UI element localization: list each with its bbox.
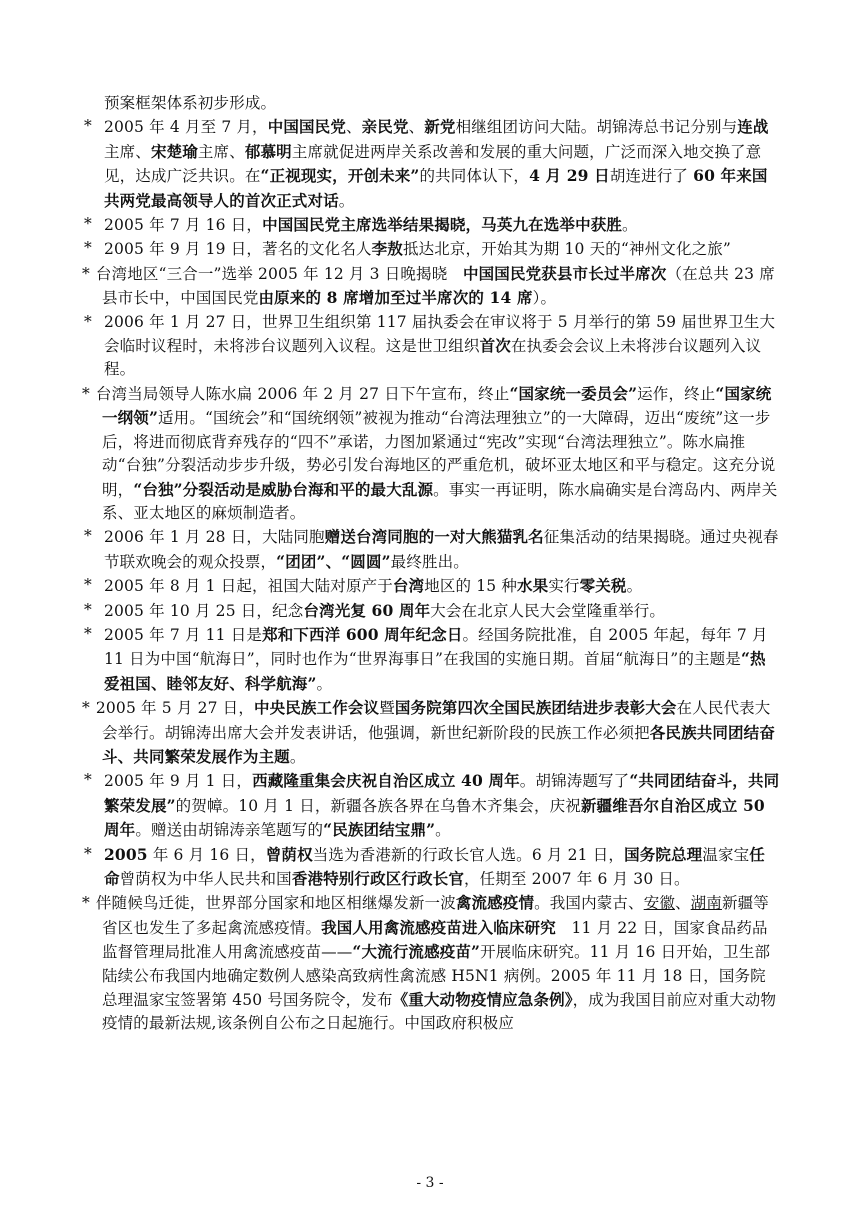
text-run: 。: [626, 577, 643, 596]
bold-text: 4 月 29 日: [529, 166, 610, 186]
text-run: 。: [338, 191, 355, 210]
paragraph: [82, 769, 780, 842]
bold-text: 中国国民党获县市长过半席次: [463, 263, 667, 283]
bold-text: 各民族共同团结奋斗、共同繁荣发展作为主题: [102, 722, 775, 766]
text-run: ，成为我国目前应对重大动物疫情的最新法规,该条例自公布之日起施行。中国政府积极应: [102, 991, 777, 1033]
bold-text: 我国人用禽流感疫苗进入临床研究: [321, 917, 556, 937]
text-run: 温家宝: [702, 845, 750, 864]
text-run: 伴随候鸟迁徙，世界部分国家和地区相继爆发新一波: [95, 894, 456, 913]
text-run: 主席、: [104, 142, 151, 161]
bold-text: 《重大动物疫情应急条例》: [392, 990, 573, 1010]
bold-text: 李敖: [371, 239, 403, 259]
text-run: 相继组团访问大陆。胡锦涛总书记分别与: [455, 118, 738, 137]
bold-text: 中国国民党: [267, 117, 346, 137]
bullet-marker: *: [84, 576, 92, 595]
paragraph: [82, 891, 780, 1035]
bullet-marker: *: [82, 384, 90, 403]
bold-text: “热爱祖国、睦邻友好、科学航海”: [104, 649, 766, 693]
text-run: 预案框架体系初步形成。: [104, 94, 277, 112]
text-run: 大会在北京人民大会堂隆重举行。: [430, 601, 666, 620]
paragraph: [82, 92, 780, 115]
paragraph: [82, 237, 780, 261]
bold-text: 60 年来国共两党最高领导人的首次正式对话: [104, 166, 768, 210]
document-body: [82, 92, 780, 1036]
bold-text: “台独”分裂活动是威胁台海和平的最大乱源: [133, 479, 434, 499]
bold-text: 零关税: [579, 576, 627, 596]
text-run: 湖南: [690, 894, 722, 913]
text-run: 2005 年 7 月 11 日是: [104, 625, 263, 644]
bold-text: 新党: [424, 117, 456, 137]
text-run: 开展临床研究。11 月 16 日开始，卫生部陆续公布我国内地确定数例人感染高致病性禽流感 H5N1 病例。2005 年 11 月 18 日，国务院总理温家宝签署第 450 号国务院令，发布: [102, 943, 771, 1010]
bold-text: 郁慕明: [244, 141, 292, 161]
text-run: ，任期至 2007 年 6 月 30 日。: [463, 870, 690, 888]
text-run: 。: [289, 747, 306, 766]
bold-text: 中国国民党主席选举结果揭晓，马英九在选举中获胜: [262, 215, 623, 235]
text-run: 、: [675, 894, 691, 913]
text-run: 2005 年 9 月 1 日，: [104, 772, 253, 791]
text-run: 的贺幛。10 月 1 日，新疆各族各界在乌鲁木齐集会，庆祝: [175, 796, 581, 815]
bold-text: “民族团结宝鼎”: [323, 820, 436, 840]
text-run: 台湾当局领导人陈水扁 2006 年 2 月 27 日下午宣布，终止: [95, 384, 510, 403]
bold-text: 2005: [104, 844, 148, 864]
text-run: 暨: [379, 699, 395, 718]
bullet-marker: *: [84, 844, 92, 863]
text-run: 当选为香港新的行政长官人选。6 月 21 日，: [312, 845, 625, 864]
bold-text: 由原来的 8 席增加至过半席次的 14 席: [258, 288, 533, 308]
bold-text: “正视现实，开创未来”: [260, 166, 420, 186]
text-run: 2006 年 1 月 28 日，大陆同胞: [104, 528, 325, 547]
paragraph: [82, 574, 780, 598]
text-run: 在人民代表大会举行。胡锦涛出席大会并发表讲话，他强调，新世纪新阶段的民族工作必须把: [102, 699, 771, 742]
text-run: 2005 年 5 月 27 日，: [95, 699, 254, 718]
bold-text: 曾荫权: [265, 844, 313, 864]
bullet-marker: *: [84, 624, 92, 643]
bold-text: 新疆维吾尔自治区成立 50 周年: [104, 795, 765, 840]
bold-text: “国家统一纲领”: [102, 383, 772, 428]
text-run: 、: [408, 118, 425, 137]
bold-text: 中央民族工作会议: [253, 698, 380, 718]
text-run: 2005 年 7 月 16 日，: [104, 216, 263, 235]
paragraph: [82, 599, 780, 623]
paragraph: [82, 382, 780, 525]
bold-text: 连战: [737, 117, 769, 137]
text-run: 抵达北京，开始其为期 10 天的“神州文化之旅”: [402, 240, 731, 259]
text-run: 。我国内蒙古、: [534, 894, 644, 913]
text-run: 安徽: [643, 894, 675, 913]
text-run: 11 月 22 日，国家食品药品监督管理局批准人用禽流感疫苗——: [102, 918, 768, 962]
text-run: 最终胜出。: [390, 552, 469, 571]
text-run: 。胡锦涛题写了: [519, 772, 630, 791]
bullet-marker: *: [84, 215, 92, 234]
bullet-marker: *: [82, 264, 90, 283]
paragraph: [82, 525, 780, 574]
text-run: 台湾地区“三合一”选举 2005 年 12 月 3 日晚揭晓: [95, 264, 463, 283]
text-run: 。赠送由胡锦涛亲笔题写的: [135, 821, 324, 840]
text-run: 曾荫权为中华人民共和国: [119, 870, 292, 888]
paragraph: [82, 696, 780, 769]
paragraph: [82, 843, 780, 892]
bold-text: 台湾光复 60 周年: [303, 600, 431, 620]
bullet-marker: *: [82, 894, 90, 913]
text-run: （在总共 23 席县市长中，中国国民党: [102, 264, 775, 308]
paragraph: [82, 623, 780, 696]
bold-text: 宋楚瑜: [150, 141, 198, 161]
bold-text: “共同团结奋斗，共同繁荣发展”: [104, 771, 780, 815]
bold-text: 西藏隆重集会庆祝自治区成立 40 周年: [252, 771, 520, 791]
text-run: 新疆等省区也发生了多起禽流感疫情。: [102, 894, 769, 937]
bullet-marker: *: [84, 312, 92, 331]
bold-text: 水果: [517, 576, 549, 596]
text-run: 适用。“国统会”和“国统纲领”被视为推动“台湾法理独立”的一大障碍，迈出“废统”这一步后，将进而彻底背弃残存的“四不”承诺，力图加紧通过“宪改”实现“台湾法理独立”。陈水扁推动“台独”分裂活动步步升级，势必引发台海地区的严重危机，破坏亚太地区和平与稳定。这充分说明，: [102, 409, 776, 499]
text-run: 。事实一再证明，陈水扁确实是台湾岛内、两岸关系、亚太地区的麻烦制造者。: [102, 480, 778, 522]
bullet-marker: *: [84, 771, 92, 790]
bold-text: “团团”、“圆圆”: [276, 551, 391, 571]
paragraph: [82, 262, 780, 311]
text-run: 年 6 月 16 日，: [147, 845, 266, 864]
paragraph: [82, 115, 780, 213]
text-run: 主席、: [197, 142, 245, 161]
text-run: 在执委会会议上未将涉台议题列入议程。: [104, 337, 762, 379]
text-run: 2005 年 4 月至 7 月，: [104, 118, 268, 137]
text-run: 胡连进行了: [609, 167, 694, 186]
bold-text: “大流行流感疫苗”: [352, 942, 481, 962]
bullet-marker: *: [84, 239, 92, 258]
text-run: 。: [435, 821, 451, 840]
text-run: 。: [622, 216, 638, 235]
bold-text: 任命: [104, 844, 765, 888]
text-run: 的共同体认下，: [419, 167, 530, 186]
text-run: 2005 年 9 月 19 日，著名的文化名人: [104, 240, 372, 259]
bold-text: “国家统一委员会”: [509, 383, 638, 403]
text-run: 实行: [548, 577, 580, 596]
text-run: 2005 年 10 月 25 日，纪念: [104, 601, 304, 620]
bold-text: 禽流感疫情: [455, 893, 535, 913]
text-run: 征集活动的结果揭晓。通过央视春节联欢晚会的观众投票，: [104, 528, 779, 571]
bold-text: 郑和下西洋 600 周年纪念日: [262, 624, 463, 644]
text-run: 地区的 15 种: [424, 577, 517, 596]
bold-text: 国务院第四次全国民族团结进步表彰大会: [394, 698, 677, 718]
text-run: 、: [345, 118, 362, 137]
bold-text: 赠送台湾同胞的一对大熊猫乳名: [324, 527, 544, 547]
bold-text: 首次: [479, 336, 511, 356]
bullet-marker: *: [84, 117, 92, 136]
bold-text: 台湾: [392, 576, 425, 596]
text-run: 2005 年 8 月 1 日起，祖国大陆对原产于: [104, 577, 393, 596]
text-run: ）。: [532, 289, 557, 308]
text-run: 主席就促进两岸关系改善和发展的重大问题，广泛而深入地交换了意见，达成广泛共识。在: [104, 142, 762, 186]
bullet-marker: *: [84, 600, 92, 619]
text-run: 运作，终止: [637, 384, 716, 403]
page-number: - 3 -: [416, 1175, 444, 1191]
text-run: 。: [316, 674, 333, 693]
paragraph: [82, 311, 780, 382]
bullet-marker: *: [82, 699, 90, 718]
text-run: 。经国务院批准，自 2005 年起，每年 7 月 11 日为中国“航海日”，同时也作为“世界海事日”在我国的实施日期。首届“航海日”的主题是: [104, 625, 768, 669]
text-run: 2006 年 1 月 27 日，世界卫生组织第 117 届执委会在审议将于 5 月举行的第 59 届世界卫生大会临时议程时，未将涉台议题列入议程。这是世卫组织: [104, 312, 776, 356]
bold-text: 香港特别行政区行政长官: [291, 869, 464, 888]
bold-text: 国务院总理: [624, 844, 703, 864]
bullet-marker: *: [84, 527, 92, 546]
paragraph: [82, 213, 780, 237]
bold-text: 亲民党: [361, 117, 409, 137]
